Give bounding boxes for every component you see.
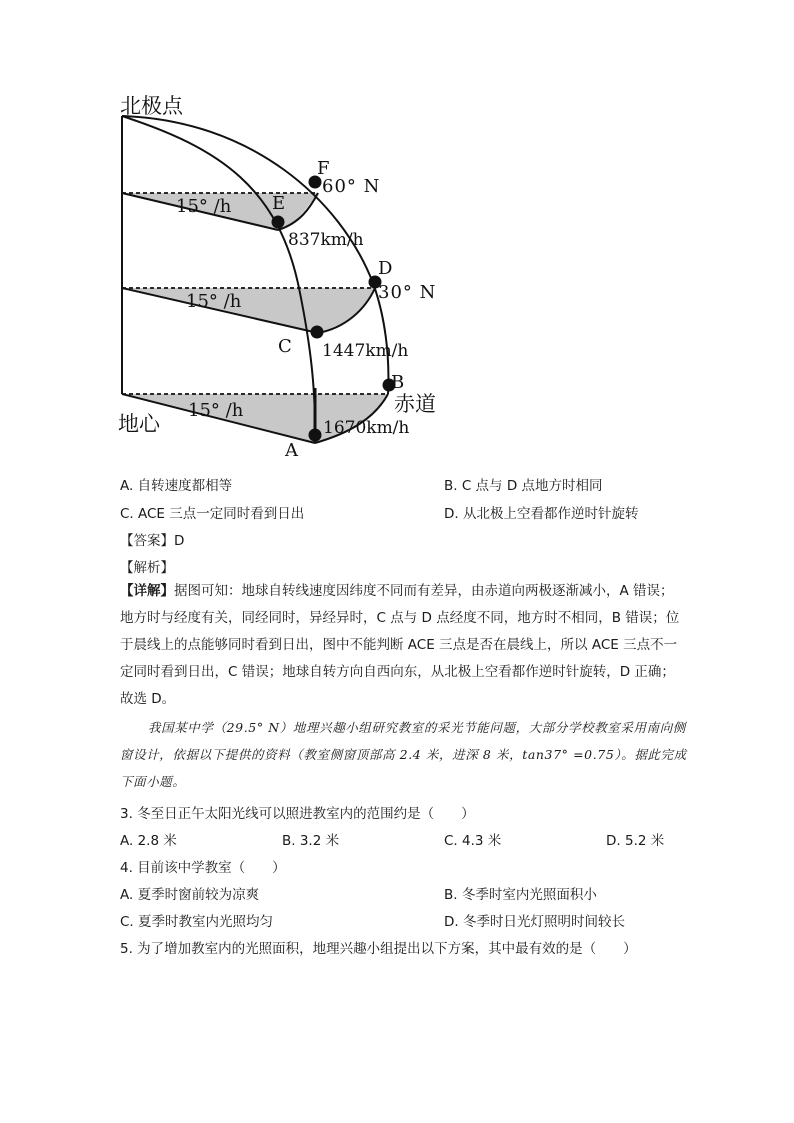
analysis-heading: 【解析】: [120, 560, 174, 576]
q4-option-d: D. 冬季时日光灯照明时间较长: [444, 914, 625, 930]
point-E-dot: [272, 216, 285, 229]
q2-option-a: A. 自转速度都相等: [120, 478, 233, 494]
material-paragraph: 我国某中学（29.5° N）地理兴趣小组研究教室的采光节能问题，大部分学校教室采用南向侧窗设计，依据以下提供的资料（教室侧窗顶部高 2.4 米，进深 8 米，tan37° =0.75）。据此完成下面小题。: [120, 720, 687, 789]
rate-label-60: 15° /h: [176, 196, 232, 217]
q4-option-b: B. 冬季时室内光照面积小: [444, 887, 597, 903]
q3-stem: 3. 冬至日正午太阳光线可以照进教室内的范围约是（ ）: [120, 806, 475, 822]
rate-label-equator: 15° /h: [188, 400, 244, 421]
speed-A-label: 1670km/h: [323, 418, 410, 438]
lat-30-label: 30° N: [378, 282, 437, 303]
q3-option-a: A. 2.8 米: [120, 833, 177, 849]
detail-text: 据图可知：地球自转线速度因纬度不同而有差异，由赤道向两极逐渐减小，A 错误；地方时与经度有关，同经同时，异经异时，C 点与 D 点经度不同，地方时不相同，B 错误；位于晨线上的点能够同时看到日出，图中不能判断 ACE 三点是否在晨线上，所以 ACE 三点不一定同时看到日出，C 错误；地球自转方向自西向东，从北极上空看都作逆时针旋转，D 正确；故选 D。: [120, 583, 680, 707]
point-C-label: C: [278, 336, 292, 357]
north-pole-label: 北极点: [120, 94, 183, 118]
q3-option-b: B. 3.2 米: [282, 833, 340, 849]
equator-label: 赤道: [394, 392, 436, 416]
point-E-label: E: [272, 193, 286, 214]
q4-option-a: A. 夏季时窗前较为凉爽: [120, 887, 260, 903]
q2-option-b: B. C 点与 D 点地方时相同: [444, 478, 603, 494]
q3-option-d: D. 5.2 米: [606, 833, 665, 849]
speed-E-label: 837km/h: [288, 230, 364, 250]
point-F-label: F: [317, 158, 330, 179]
point-D-label: D: [378, 258, 393, 279]
q5-stem: 5. 为了增加教室内的光照面积，地理兴趣小组提出以下方案，其中最有效的是（ ）: [120, 941, 637, 957]
detail-label: 【详解】: [120, 583, 174, 599]
q2-option-c: C. ACE 三点一定同时看到日出: [120, 506, 305, 522]
earth-rotation-figure: [110, 88, 450, 468]
answer: 【答案】D: [120, 533, 185, 549]
rate-label-30: 15° /h: [186, 291, 242, 312]
detail-paragraph: [120, 578, 680, 713]
point-B-label: B: [391, 372, 405, 393]
q2-option-d: D. 从北极上空看都作逆时针旋转: [444, 506, 639, 522]
speed-C-label: 1447km/h: [322, 341, 409, 361]
earth-center-label: 地心: [118, 412, 160, 436]
point-A-label: A: [285, 440, 298, 461]
lat-60-label: 60° N: [322, 176, 381, 197]
q4-stem: 4. 目前该中学教室（ ）: [120, 860, 286, 876]
q4-option-c: C. 夏季时教室内光照均匀: [120, 914, 274, 930]
q3-option-c: C. 4.3 米: [444, 833, 502, 849]
point-A-dot: [309, 429, 322, 442]
point-C-dot: [311, 326, 324, 339]
